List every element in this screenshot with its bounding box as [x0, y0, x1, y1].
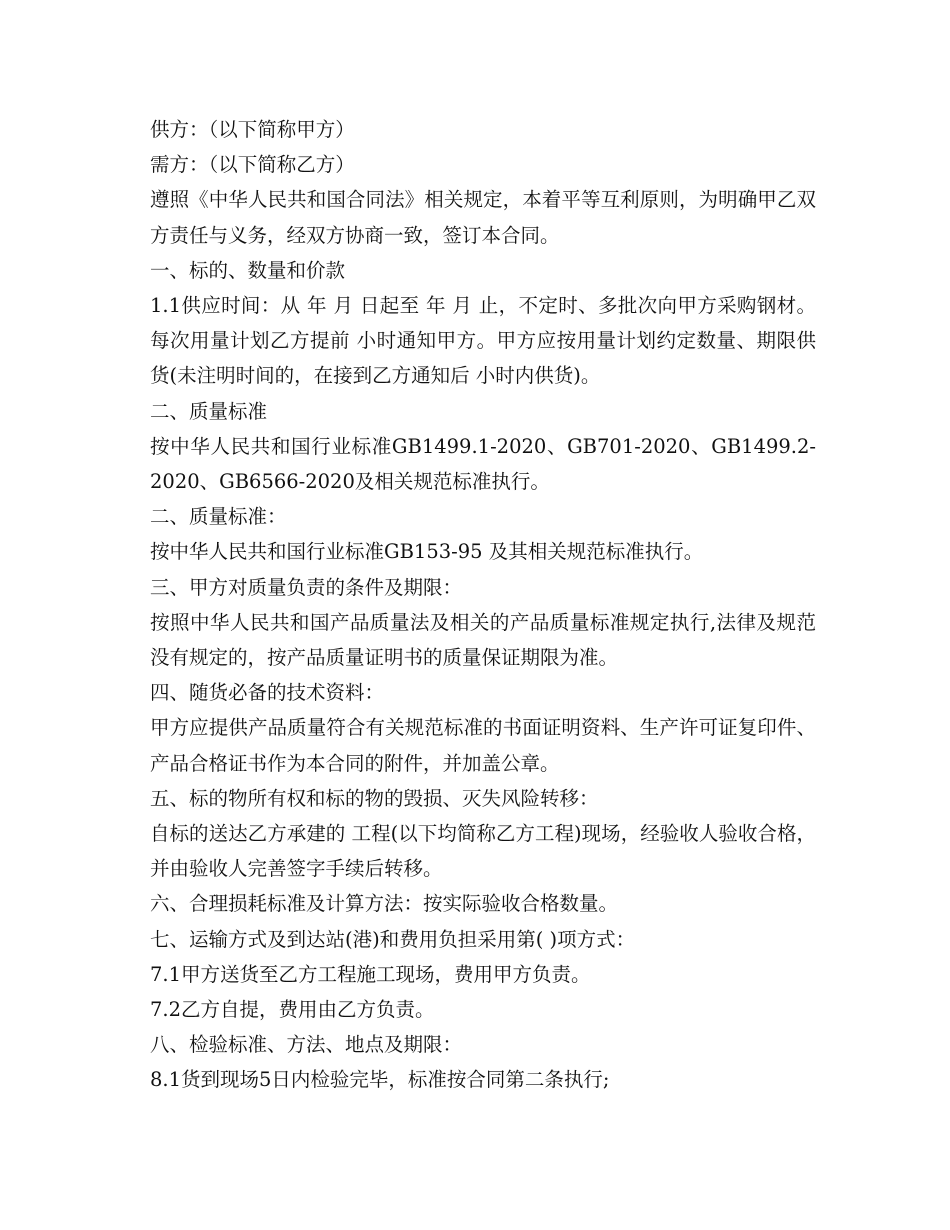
section-heading-2: 二、质量标准	[150, 399, 268, 423]
clause-3-text: 按照中华人民共和国产品质量法及相关的产品质量标准规定执行,法律及规范没有规定的，按产品质量证明书的质量保证期限为准。	[150, 610, 816, 670]
clause-1-1: 1.1供应时间：从 年 月 日起至 年 月 止，不定时、多批次向甲方采购钢材。每次用量计划乙方提前 小时通知甲方。甲方应按用量计划约定数量、期限供货(未注明时间的，在接到乙方通知后 小时内供货)。	[150, 294, 816, 388]
section-heading-8: 八、检验标准、方法、地点及期限：	[150, 1033, 463, 1057]
section-heading-5: 五、标的物所有权和标的物的毁损、灭失风险转移：	[150, 786, 599, 810]
section-heading-2b: 二、质量标准：	[150, 505, 287, 529]
section-heading-3: 三、甲方对质量负责的条件及期限：	[150, 575, 463, 599]
preamble-paragraph: 遵照《中华人民共和国合同法》相关规定，本着平等互利原则，为明确甲乙双方责任与义务，经双方协商一致，签订本合同。	[150, 188, 816, 247]
buyer-line: 需方：（以下简称乙方）	[150, 153, 355, 177]
clause-2b-standard: 按中华人民共和国行业标准GB153-95 及其相关规范标准执行。	[150, 540, 704, 564]
section-heading-7: 七、运输方式及到达站(港)和费用负担采用第( )项方式：	[150, 927, 636, 951]
clause-8-1: 8.1货到现场5日内检验完毕，标准按合同第二条执行;	[150, 1068, 610, 1092]
section-heading-4: 四、随货必备的技术资料：	[150, 681, 385, 705]
clause-4-text: 甲方应提供产品质量符合有关规范标准的书面证明资料、生产许可证复印件、产品合格证书作为本合同的附件，并加盖公章。	[150, 716, 816, 775]
supplier-line: 供方：（以下简称甲方）	[150, 118, 355, 141]
document-body	[140, 112, 816, 1098]
clause-7-2: 7.2乙方自提，费用由乙方负责。	[150, 998, 435, 1022]
clause-7-1: 7.1甲方送货至乙方工程施工现场，费用甲方负责。	[150, 962, 591, 986]
section-heading-6: 六、合理损耗标准及计算方法：按实际验收合格数量。	[150, 892, 619, 916]
clause-2-standard: 按中华人民共和国行业标准GB1499.1-2020、GB701-2020、GB1499.2-2020、GB6566-2020及相关规范标准执行。	[150, 434, 816, 494]
clause-5-text: 自标的送达乙方承建的 工程(以下均简称乙方工程)现场，经验收人验收合格，并由验收人完善签字手续后转移。	[150, 822, 816, 881]
section-heading-1: 一、标的、数量和价款	[150, 258, 346, 282]
